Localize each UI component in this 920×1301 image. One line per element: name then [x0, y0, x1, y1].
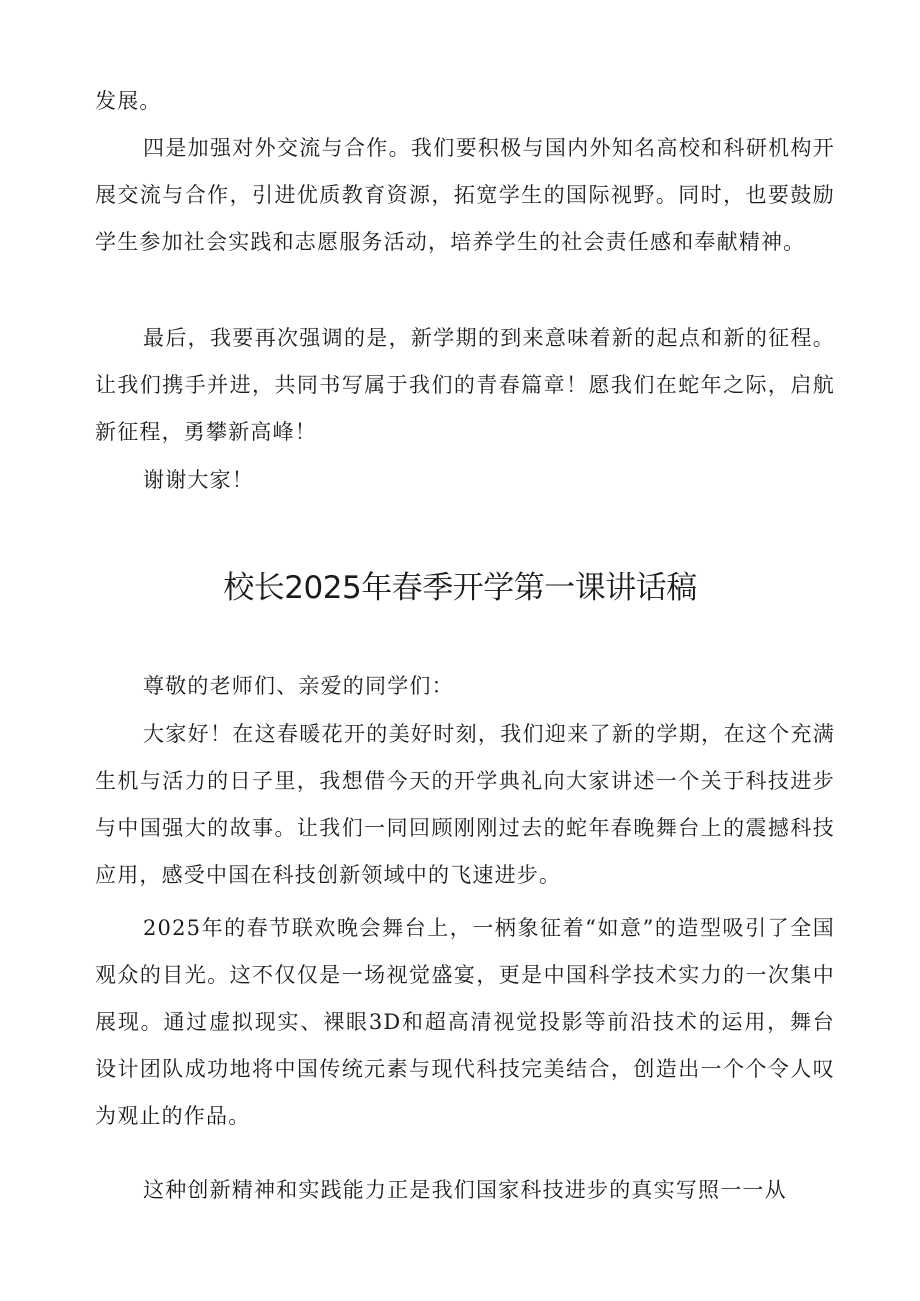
paragraph-continued: 发展。	[95, 89, 162, 113]
paragraph-innovation-spirit: 这种创新精神和实践能力正是我们国家科技进步的真实写照一一从	[143, 1178, 787, 1202]
paragraph-spring-gala: 2025年的春节联欢晚会舞台上，一柄象征着“如意”的造型吸引了全国观众的目光。这不仅仅是一场视觉盛宴，更是中国科学技术实力的一次集中展现。通过虚拟现实、裸眼3D和超高清视觉投影等前沿技术的运用，舞台设计团队成功地将中国传统元素与现代科技完美结合，创造出一个个令人叹为观止的作品。	[95, 916, 835, 1128]
paragraph-point-four: 四是加强对外交流与合作。我们要积极与国内外知名高校和科研机构开展交流与合作，引进优质教育资源，拓宽学生的国际视野。同时，也要鼓励学生参加社会实践和志愿服务活动，培养学生的社会责任感和奉献精神。	[95, 136, 835, 254]
paragraph-thanks: 谢谢大家！	[143, 468, 254, 492]
speech-title: 校长2025年春季开学第一课讲话稿	[223, 570, 697, 606]
paragraph-closing: 最后，我要再次强调的是，新学期的到来意味着新的起点和新的征程。让我们携手并进，共同书写属于我们的青春篇章！愿我们在蛇年之际，启航新征程，勇攀新高峰！	[95, 326, 835, 444]
greeting: 尊敬的老师们、亲爱的同学们：	[143, 674, 454, 698]
paragraph-hello: 大家好！在这春暖花开的美好时刻，我们迎来了新的学期，在这个充满生机与活力的日子里，我想借今天的开学典礼向大家讲述一个关于科技进步与中国强大的故事。让我们一同回顾刚刚过去的蛇年春晚舞台上的震撼科技应用，感受中国在科技创新领域中的飞速进步。	[95, 722, 835, 887]
